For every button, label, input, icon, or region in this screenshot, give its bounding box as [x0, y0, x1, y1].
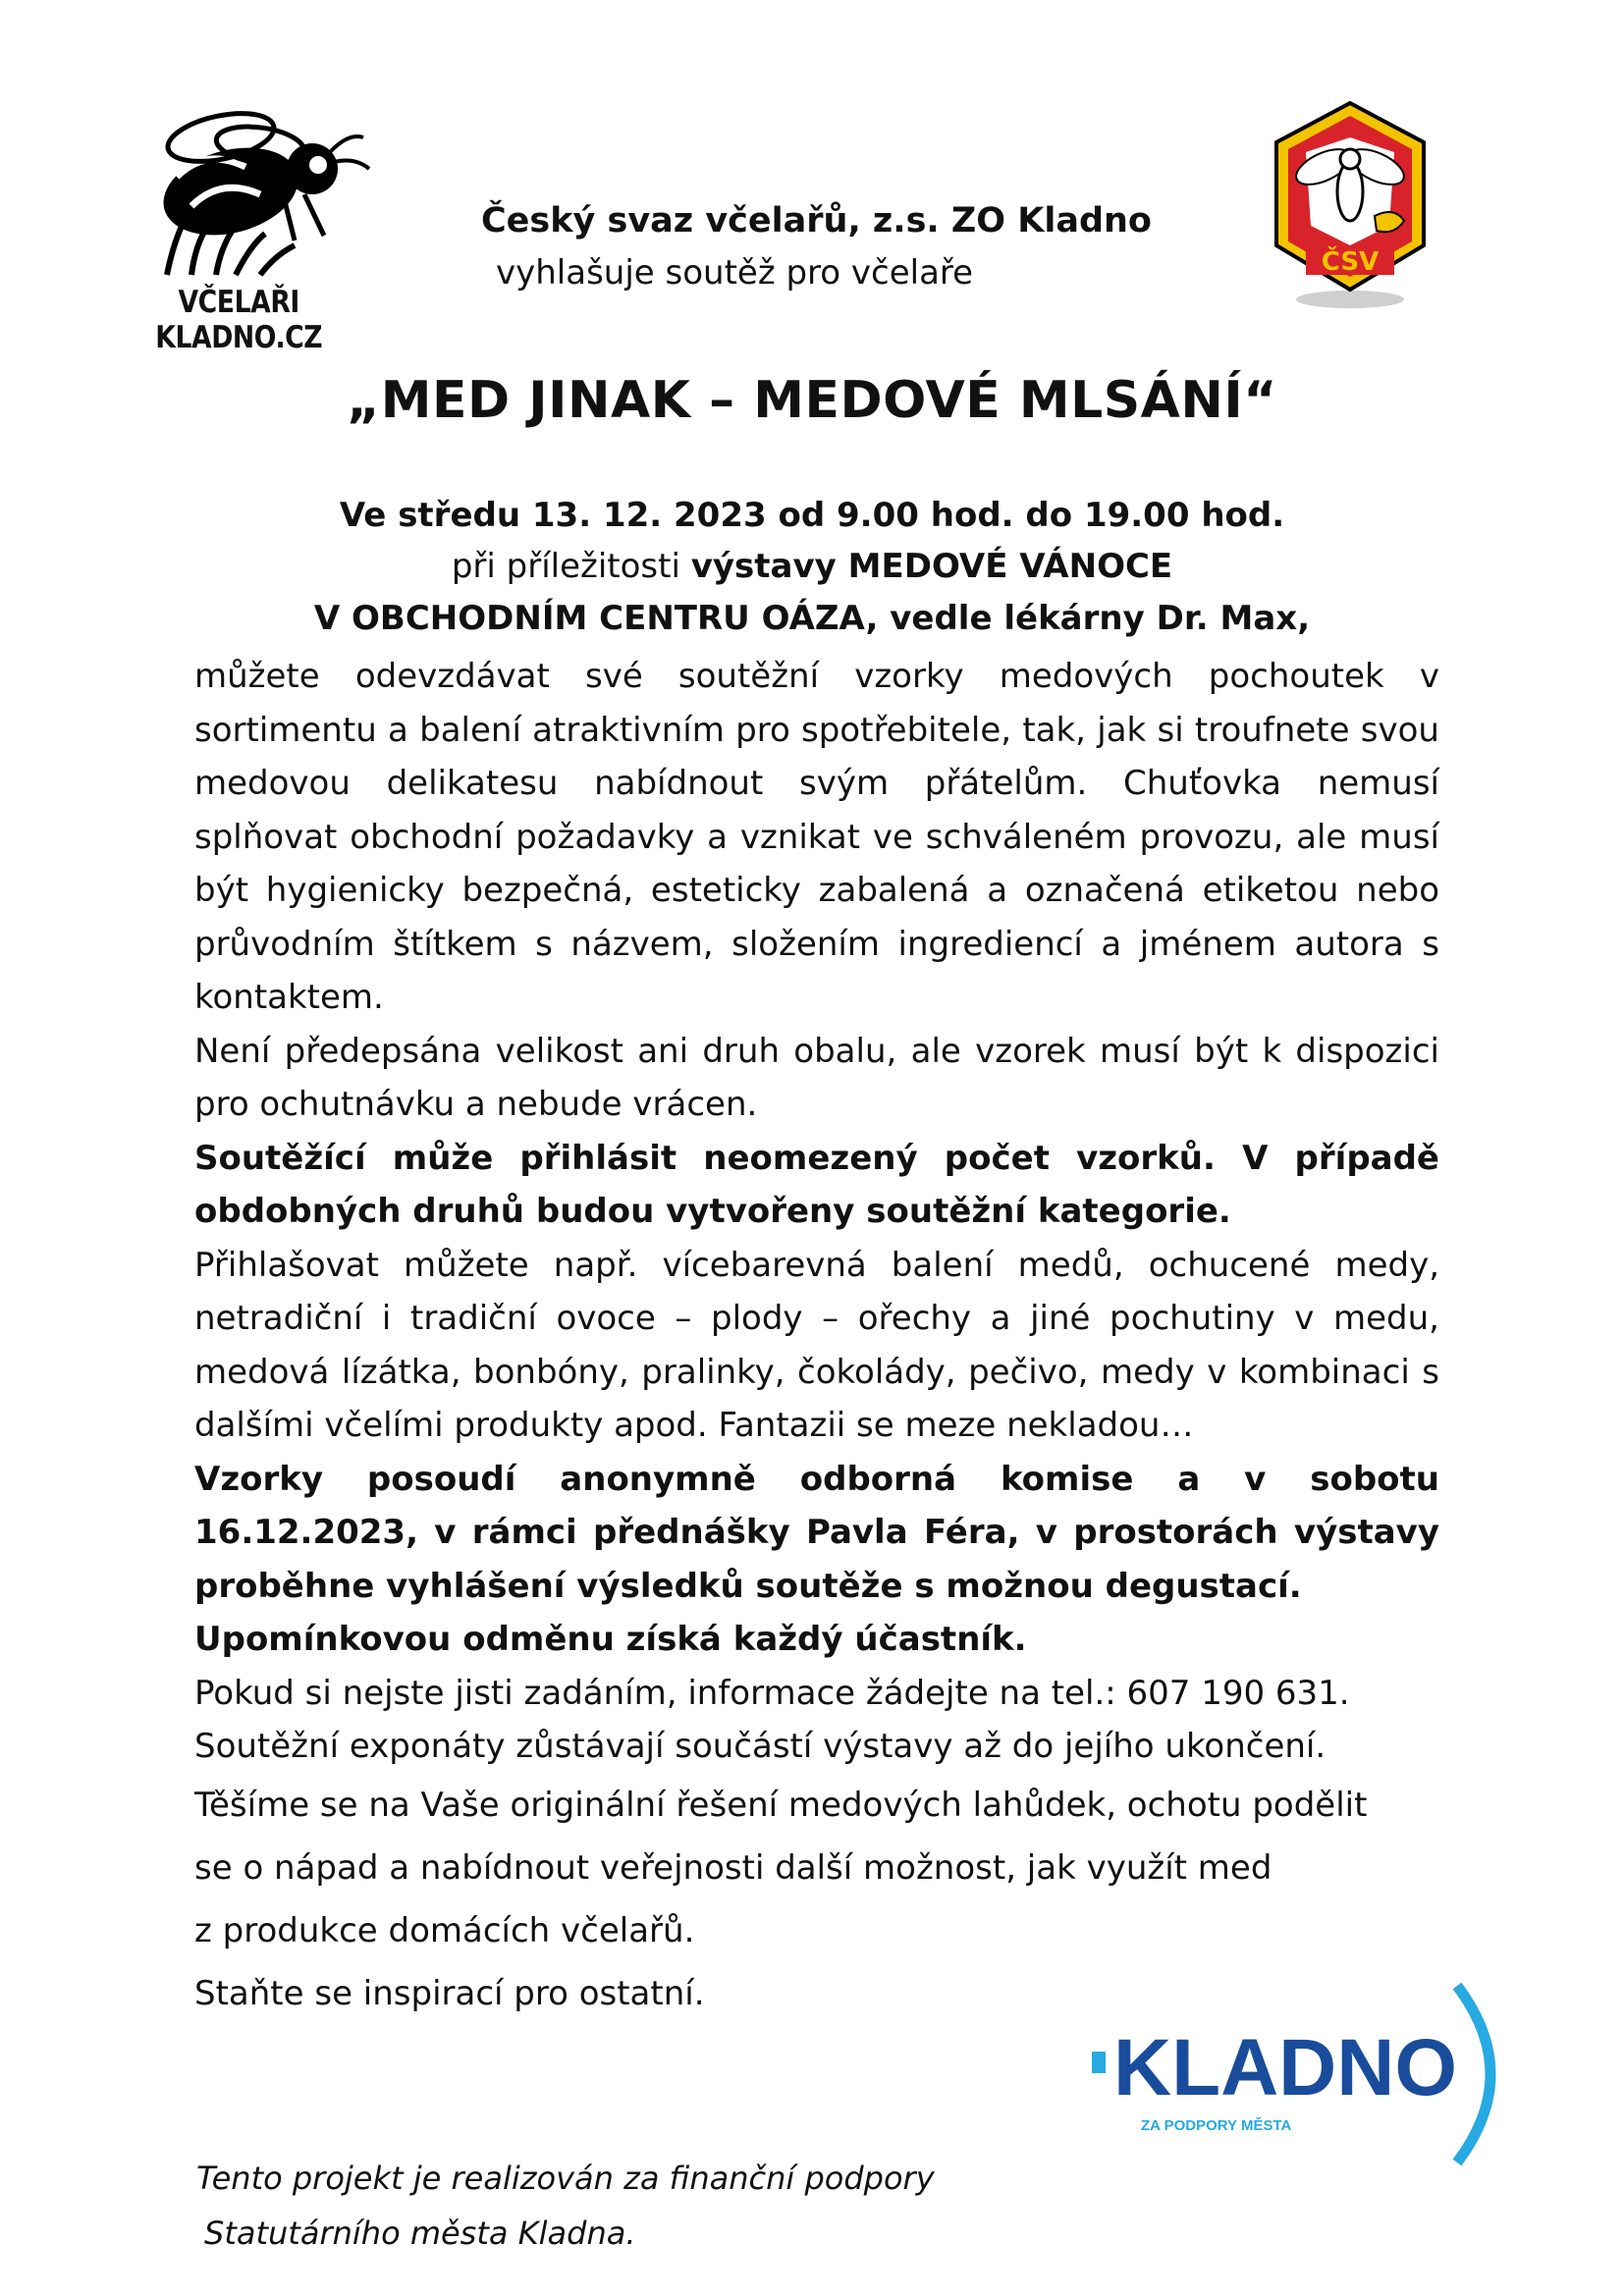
paragraph-inspiration: Staňte se inspirací pro ostatní.: [194, 1973, 705, 2013]
kladno-logo-graphic: [1092, 1981, 1504, 2167]
footer-funding-line: Tento projekt je realizován za finanční podpory: [196, 2160, 935, 2197]
paragraph-samples-count: Soutěžící může přihlásit neomezený počet vzorků. V případě obdobných druhů budou vytvořeny soutěžní kategorie.: [194, 1138, 1439, 1231]
paragraph-closing-3: z produkce domácích včelařů.: [194, 1910, 695, 1950]
event-date: Ve středu 13. 12. 2023 od 9.00 hod. do 19.00 hod.: [339, 496, 1285, 535]
csv-logo: [1267, 98, 1434, 314]
paragraph-exhibits: Soutěžní exponáty zůstávají součástí výstavy až do jejího ukončení.: [194, 1727, 1326, 1766]
paragraph-submission: můžete odevzdávat své soutěžní vzorky medových pochoutek v sortimentu a balení atraktivním pro spotřebitele, tak, jak si troufnete svou medovou delikatesu nabídnout svým přátelům. Chuťovka nemusí splňovat obchodní požadavky a vznikat ve schváleném provozu, ale musí být hygienicky bezpečná, esteticky zabalená a označená etiketou nebo průvodním štítkem s názvem, složením ingrediencí a jménem autora s kontaktem.: [194, 657, 1439, 1017]
main-title: „MED JINAK – MEDOVÉ MLSÁNÍ“: [347, 371, 1277, 430]
event-place: V OBCHODNÍM CENTRU OÁZA, vedle lékárny Dr. Max,: [313, 599, 1311, 638]
paragraph-packaging: Není předepsána velikost ani druh obalu, ale vzorek musí být k dispozici pro ochutnávku a nebude vrácen.: [194, 1031, 1439, 1124]
left-logo-caption: VČELAŘI KLADNO.CZ: [155, 285, 323, 355]
occasion-prefix: při příležitosti: [451, 547, 691, 586]
bee-drawing-icon: [137, 108, 373, 285]
csv-bee-hexagon-icon: [1267, 98, 1434, 314]
footer-city-line: Statutárního města Kladna.: [204, 2215, 636, 2252]
event-occasion: [0, 547, 1624, 586]
paragraph-examples: Přihlašovat můžete např. vícebarevná balení medů, ochucené medy, netradiční i tradiční ovoce – plody – ořechy a jiné pochutiny v medu, medová lízátka, bonbóny, pralinky, čokolády, pečivo, medy v kombinaci s dalšími včelími produkty apod. Fantazii se meze nekladou…: [194, 1245, 1439, 1445]
occasion-exhibition: výstavy MEDOVÉ VÁNOCE: [690, 547, 1173, 586]
kladno-city-logo: [1092, 1981, 1504, 2167]
csv-logo-text: ČSV: [1321, 247, 1380, 277]
organization-subtitle: vyhlašuje soutěž pro včelaře: [496, 253, 974, 293]
paragraph-reward: Upomínkovou odměnu získá každý účastník.: [194, 1620, 1027, 1659]
organization-name: Český svaz včelařů, z.s. ZO Kladno: [481, 201, 1152, 240]
paragraph-judging: Vzorky posoudí anonymně odborná komise a v sobotu 16.12.2023, v rámci přednášky Pavla Féra, v prostorách výstavy proběhne vyhlášení výsledků soutěže s možnou degustací.: [194, 1459, 1439, 1606]
body-text: [194, 650, 1439, 2025]
kladno-subtitle: ZA PODPORY MĚSTA: [1141, 2117, 1292, 2134]
paragraph-closing-2: se o nápad a nabídnout veřejnosti další možnost, jak využít med: [194, 1847, 1272, 1888]
paragraph-contact: Pokud si nejste jisti zadáním, informace žádejte na tel.: 607 190 631.: [194, 1673, 1350, 1713]
kladno-wordmark: KLADNO: [1113, 2023, 1457, 2112]
paragraph-closing-1: Těšíme se na Vaše originální řešení medových lahůdek, ochotu podělit: [194, 1785, 1368, 1825]
